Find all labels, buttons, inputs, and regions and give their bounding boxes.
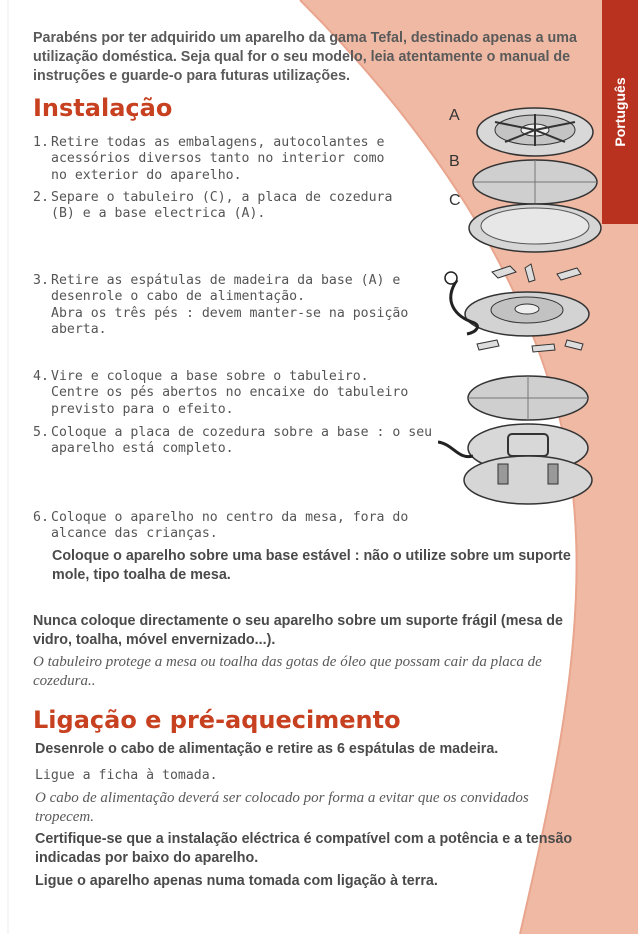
fragile-surface-warning: Nunca coloque directamente o seu aparelho sobre um suporte frágil (mesa de vidro, toalha, móvel envernizado...).: [33, 613, 563, 648]
step-text: Separe o tabuleiro (C), a placa de cozedura (B) e a base electrica (A).: [51, 190, 393, 222]
connection-line-2: Ligue a ficha à tomada.: [35, 768, 218, 783]
figure-label-c: C: [449, 192, 461, 209]
step-number: 4.: [33, 369, 49, 384]
step-text: Retire todas as embalagens, autocolantes e acessórios diversos tanto no interior como no exterior do aparelho.: [51, 135, 385, 183]
exploded-parts-illustration: [465, 100, 605, 260]
step-number: 3.: [33, 273, 49, 288]
step-2: [33, 190, 423, 223]
step-6: [33, 510, 413, 543]
connection-line-5: Ligue o aparelho apenas numa tomada com ligação à terra.: [35, 873, 438, 889]
assembled-appliance-illustration: [438, 372, 603, 512]
tray-protection-note: O tabuleiro protege a mesa ou toalha das gotas de óleo que possam cair da placa de cozedura..: [33, 654, 542, 689]
step-text: Retire as espátulas de madeira da base (A) e desenrole o cabo de alimentação.: [51, 273, 401, 305]
step-5: [33, 425, 443, 458]
step-text: Coloque a placa de cozedura sobre a base : o seu aparelho está completo.: [51, 425, 433, 457]
stable-surface-note: Coloque o aparelho sobre uma base estável : não o utilize sobre um suporte mole, tipo toalha de mesa.: [52, 548, 571, 583]
base-with-spatulas-illustration: [437, 262, 602, 362]
intro-paragraph: Parabéns por ter adquirido um aparelho da gama Tefal, destinado apenas a uma utilização doméstica. Seja qual for o seu modelo, leia atentamente o manual de instruções e guarde-o para futuras utilizações.: [33, 30, 577, 84]
connection-line-3: O cabo de alimentação deverá ser colocado por forma a evitar que os convidados tropecem.: [35, 790, 529, 825]
language-label: Português: [612, 77, 628, 147]
connection-title: Ligação e pré-aquecimento: [33, 706, 401, 734]
step-3: [33, 273, 413, 339]
figure-label-b: B: [449, 153, 460, 170]
step-text: Coloque o aparelho no centro da mesa, fora do alcance das crianças.: [51, 510, 409, 542]
step-number: 1.: [33, 135, 49, 150]
connection-line-4: Certifique-se que a instalação eléctrica é compatível com a potência e a tensão indicadas por baixo do aparelho.: [35, 831, 573, 866]
step-4: [33, 369, 423, 418]
step-number: 6.: [33, 510, 49, 525]
connection-line-1: Desenrole o cabo de alimentação e retire as 6 espátulas de madeira.: [35, 741, 499, 757]
installation-title: Instalação: [33, 94, 173, 122]
step-number: 5.: [33, 425, 49, 440]
step-text: Vire e coloque a base sobre o tabuleiro. Centre os pés abertos no encaixe do tabuleiro previsto para o efeito.: [51, 369, 409, 417]
step-number: 2.: [33, 190, 49, 205]
step-extra: Abra os três pés : devem manter-se na posição aberta.: [51, 305, 409, 338]
step-1: [33, 135, 403, 184]
figure-label-a: A: [449, 107, 460, 124]
